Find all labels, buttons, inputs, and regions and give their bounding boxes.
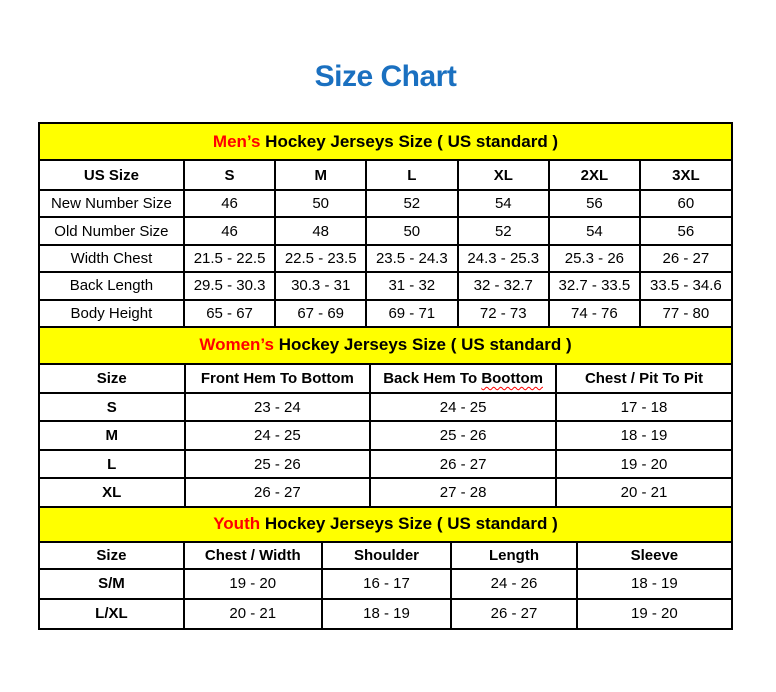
table-cell: 20 - 21 — [184, 599, 322, 629]
column-header: Front Hem To Bottom — [185, 364, 371, 393]
column-header: M — [275, 160, 366, 190]
table-cell: 74 - 76 — [549, 300, 640, 327]
size-table-mens — [38, 122, 733, 328]
table-row — [39, 245, 732, 272]
table-cell: 31 - 32 — [366, 272, 457, 299]
column-header: Length — [451, 542, 576, 569]
table-cell: 50 — [366, 217, 457, 244]
table-row — [39, 478, 732, 507]
table-cell: 65 - 67 — [184, 300, 275, 327]
section-band-text: Hockey Jerseys Size ( US standard ) — [260, 131, 559, 151]
table-cell: 60 — [640, 190, 732, 217]
column-header: L — [366, 160, 457, 190]
column-header: Size — [39, 542, 184, 569]
section-band-mens — [39, 123, 732, 160]
column-header: S — [184, 160, 275, 190]
section-band-womens — [39, 327, 732, 364]
section-band-accent: Youth — [213, 514, 261, 534]
row-label: S/M — [39, 569, 184, 599]
table-cell: 48 — [275, 217, 366, 244]
column-header: Sleeve — [577, 542, 732, 569]
table-cell: 19 - 20 — [577, 599, 732, 629]
table-cell: 16 - 17 — [322, 569, 452, 599]
column-header: 2XL — [549, 160, 640, 190]
table-cell: 29.5 - 30.3 — [184, 272, 275, 299]
table-cell: 18 - 19 — [577, 569, 732, 599]
section-band-row — [39, 327, 732, 364]
table-row — [39, 569, 732, 599]
table-cell: 46 — [184, 190, 275, 217]
table-row — [39, 300, 732, 327]
row-label: Old Number Size — [39, 217, 184, 244]
section-band-accent: Women’s — [199, 335, 274, 355]
row-label: M — [39, 421, 185, 450]
column-header: Size — [39, 364, 185, 393]
row-label: New Number Size — [39, 190, 184, 217]
table-cell: 67 - 69 — [275, 300, 366, 327]
table-cell: 27 - 28 — [370, 478, 556, 507]
row-label: L — [39, 450, 185, 479]
table-row — [39, 421, 732, 450]
table-cell: 52 — [458, 217, 549, 244]
row-label: XL — [39, 478, 185, 507]
section-band-text: Hockey Jerseys Size ( US standard ) — [260, 514, 558, 534]
table-cell: 25 - 26 — [370, 421, 556, 450]
table-cell: 26 - 27 — [640, 245, 732, 272]
section-band-row — [39, 123, 732, 160]
table-cell: 69 - 71 — [366, 300, 457, 327]
row-label: S — [39, 393, 185, 422]
table-cell: 22.5 - 23.5 — [275, 245, 366, 272]
column-header: XL — [458, 160, 549, 190]
column-header: Chest / Width — [184, 542, 322, 569]
page-title: Size Chart — [314, 60, 457, 93]
table-cell: 46 — [184, 217, 275, 244]
header-text: Back Hem To — [383, 369, 482, 387]
table-cell: 25.3 - 26 — [549, 245, 640, 272]
table-row — [39, 599, 732, 629]
table-cell: 77 - 80 — [640, 300, 732, 327]
section-band-text: Hockey Jerseys Size ( US standard ) — [273, 335, 572, 355]
table-cell: 24 - 26 — [451, 569, 576, 599]
table-cell: 72 - 73 — [458, 300, 549, 327]
table-cell: 26 - 27 — [451, 599, 576, 629]
table-cell: 30.3 - 31 — [275, 272, 366, 299]
size-table-youth — [38, 506, 733, 630]
section-band-accent: Men’s — [212, 131, 261, 151]
table-cell: 24.3 - 25.3 — [458, 245, 549, 272]
size-table-womens — [38, 326, 733, 508]
table-cell: 56 — [549, 190, 640, 217]
column-header: Shoulder — [322, 542, 452, 569]
table-cell: 33.5 - 34.6 — [640, 272, 732, 299]
table-cell: 19 - 20 — [184, 569, 322, 599]
table-cell: 50 — [275, 190, 366, 217]
size-tables-container — [38, 122, 733, 630]
table-row — [39, 190, 732, 217]
table-cell: 56 — [640, 217, 732, 244]
column-header: Chest / Pit To Pit — [556, 364, 732, 393]
column-header: 3XL — [640, 160, 732, 190]
row-label: Back Length — [39, 272, 184, 299]
table-cell: 18 - 19 — [556, 421, 732, 450]
section-band-row — [39, 507, 732, 542]
table-cell: 54 — [458, 190, 549, 217]
table-cell: 20 - 21 — [556, 478, 732, 507]
row-label: L/XL — [39, 599, 184, 629]
column-header — [370, 364, 556, 393]
table-cell: 32.7 - 33.5 — [549, 272, 640, 299]
column-header: US Size — [39, 160, 184, 190]
misspelled-word: Boottom — [481, 369, 543, 387]
table-cell: 32 - 32.7 — [458, 272, 549, 299]
table-cell: 23 - 24 — [185, 393, 371, 422]
table-row — [39, 217, 732, 244]
table-cell: 25 - 26 — [185, 450, 371, 479]
table-cell: 24 - 25 — [370, 393, 556, 422]
table-cell: 26 - 27 — [370, 450, 556, 479]
header-row — [39, 364, 732, 393]
header-row — [39, 160, 732, 190]
table-row — [39, 450, 732, 479]
table-cell: 19 - 20 — [556, 450, 732, 479]
table-cell: 23.5 - 24.3 — [366, 245, 457, 272]
table-cell: 24 - 25 — [185, 421, 371, 450]
header-row — [39, 542, 732, 569]
table-cell: 54 — [549, 217, 640, 244]
table-cell: 52 — [366, 190, 457, 217]
table-cell: 17 - 18 — [556, 393, 732, 422]
section-band-youth — [39, 507, 732, 542]
table-row — [39, 393, 732, 422]
row-label: Width Chest — [39, 245, 184, 272]
row-label: Body Height — [39, 300, 184, 327]
table-cell: 26 - 27 — [185, 478, 371, 507]
table-row — [39, 272, 732, 299]
table-cell: 21.5 - 22.5 — [184, 245, 275, 272]
table-cell: 18 - 19 — [322, 599, 452, 629]
